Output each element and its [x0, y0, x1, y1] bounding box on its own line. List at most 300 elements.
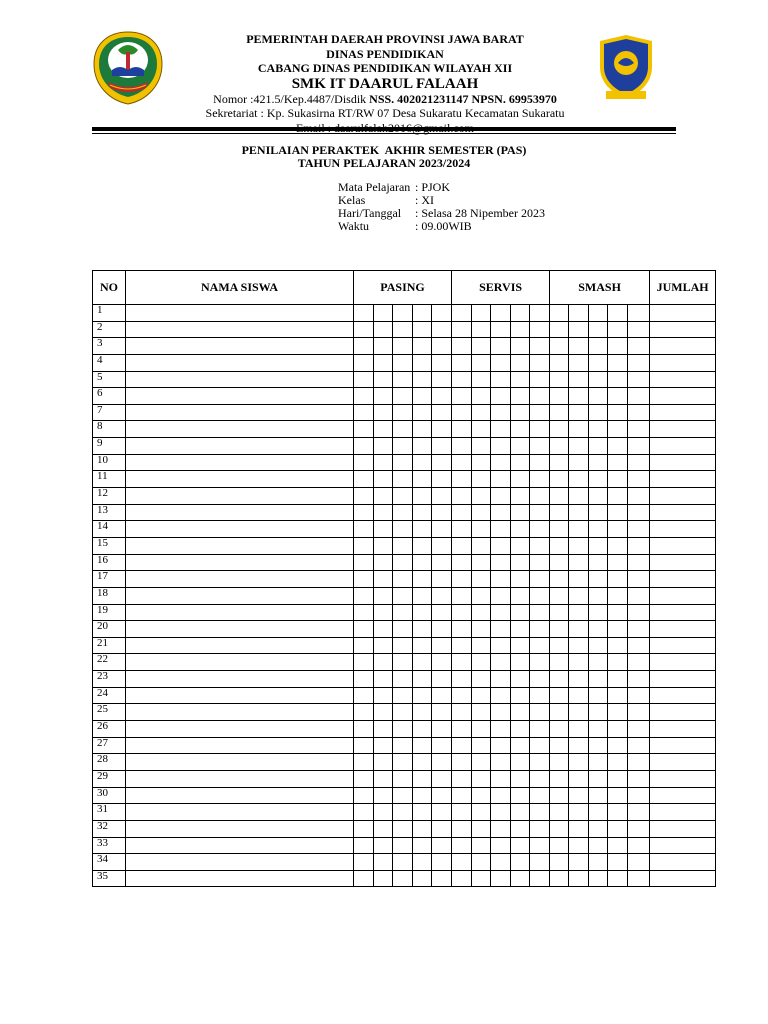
- pasing-score-cell[interactable]: [374, 754, 393, 771]
- pasing-score-cell[interactable]: [432, 504, 452, 521]
- servis-score-cell[interactable]: [472, 571, 491, 588]
- pasing-score-cell[interactable]: [413, 321, 432, 338]
- student-name-cell[interactable]: [126, 438, 354, 455]
- smash-score-cell[interactable]: [569, 305, 589, 322]
- jumlah-cell[interactable]: [650, 621, 716, 638]
- pasing-score-cell[interactable]: [393, 754, 413, 771]
- pasing-score-cell[interactable]: [413, 770, 432, 787]
- servis-score-cell[interactable]: [452, 621, 472, 638]
- smash-score-cell[interactable]: [608, 754, 628, 771]
- smash-score-cell[interactable]: [628, 721, 650, 738]
- servis-score-cell[interactable]: [511, 721, 530, 738]
- student-name-cell[interactable]: [126, 471, 354, 488]
- smash-score-cell[interactable]: [589, 671, 608, 688]
- pasing-score-cell[interactable]: [374, 537, 393, 554]
- smash-score-cell[interactable]: [628, 820, 650, 837]
- smash-score-cell[interactable]: [550, 820, 569, 837]
- student-name-cell[interactable]: [126, 504, 354, 521]
- servis-score-cell[interactable]: [472, 371, 491, 388]
- smash-score-cell[interactable]: [550, 554, 569, 571]
- jumlah-cell[interactable]: [650, 537, 716, 554]
- smash-score-cell[interactable]: [628, 637, 650, 654]
- servis-score-cell[interactable]: [491, 621, 511, 638]
- servis-score-cell[interactable]: [511, 321, 530, 338]
- smash-score-cell[interactable]: [589, 587, 608, 604]
- smash-score-cell[interactable]: [589, 571, 608, 588]
- pasing-score-cell[interactable]: [354, 621, 374, 638]
- pasing-score-cell[interactable]: [354, 854, 374, 871]
- servis-score-cell[interactable]: [491, 388, 511, 405]
- servis-score-cell[interactable]: [491, 804, 511, 821]
- pasing-score-cell[interactable]: [354, 554, 374, 571]
- servis-score-cell[interactable]: [530, 404, 550, 421]
- pasing-score-cell[interactable]: [432, 687, 452, 704]
- servis-score-cell[interactable]: [511, 438, 530, 455]
- pasing-score-cell[interactable]: [413, 537, 432, 554]
- smash-score-cell[interactable]: [589, 388, 608, 405]
- jumlah-cell[interactable]: [650, 571, 716, 588]
- smash-score-cell[interactable]: [608, 804, 628, 821]
- student-name-cell[interactable]: [126, 537, 354, 554]
- jumlah-cell[interactable]: [650, 671, 716, 688]
- pasing-score-cell[interactable]: [413, 504, 432, 521]
- smash-score-cell[interactable]: [608, 870, 628, 887]
- pasing-score-cell[interactable]: [374, 637, 393, 654]
- smash-score-cell[interactable]: [589, 321, 608, 338]
- servis-score-cell[interactable]: [452, 854, 472, 871]
- smash-score-cell[interactable]: [550, 804, 569, 821]
- jumlah-cell[interactable]: [650, 321, 716, 338]
- smash-score-cell[interactable]: [628, 854, 650, 871]
- servis-score-cell[interactable]: [530, 687, 550, 704]
- smash-score-cell[interactable]: [550, 571, 569, 588]
- pasing-score-cell[interactable]: [374, 837, 393, 854]
- pasing-score-cell[interactable]: [393, 338, 413, 355]
- servis-score-cell[interactable]: [530, 488, 550, 505]
- smash-score-cell[interactable]: [608, 587, 628, 604]
- jumlah-cell[interactable]: [650, 637, 716, 654]
- pasing-score-cell[interactable]: [393, 604, 413, 621]
- servis-score-cell[interactable]: [491, 421, 511, 438]
- smash-score-cell[interactable]: [569, 671, 589, 688]
- smash-score-cell[interactable]: [550, 388, 569, 405]
- smash-score-cell[interactable]: [589, 820, 608, 837]
- pasing-score-cell[interactable]: [413, 421, 432, 438]
- smash-score-cell[interactable]: [628, 754, 650, 771]
- servis-score-cell[interactable]: [530, 621, 550, 638]
- pasing-score-cell[interactable]: [354, 537, 374, 554]
- pasing-score-cell[interactable]: [413, 621, 432, 638]
- pasing-score-cell[interactable]: [354, 637, 374, 654]
- student-name-cell[interactable]: [126, 604, 354, 621]
- pasing-score-cell[interactable]: [432, 870, 452, 887]
- servis-score-cell[interactable]: [491, 454, 511, 471]
- servis-score-cell[interactable]: [452, 454, 472, 471]
- pasing-score-cell[interactable]: [393, 770, 413, 787]
- servis-score-cell[interactable]: [511, 521, 530, 538]
- pasing-score-cell[interactable]: [374, 854, 393, 871]
- pasing-score-cell[interactable]: [393, 654, 413, 671]
- smash-score-cell[interactable]: [628, 587, 650, 604]
- servis-score-cell[interactable]: [472, 504, 491, 521]
- servis-score-cell[interactable]: [491, 604, 511, 621]
- smash-score-cell[interactable]: [550, 737, 569, 754]
- servis-score-cell[interactable]: [530, 671, 550, 688]
- jumlah-cell[interactable]: [650, 787, 716, 804]
- pasing-score-cell[interactable]: [413, 371, 432, 388]
- smash-score-cell[interactable]: [589, 804, 608, 821]
- smash-score-cell[interactable]: [628, 504, 650, 521]
- pasing-score-cell[interactable]: [354, 388, 374, 405]
- servis-score-cell[interactable]: [530, 637, 550, 654]
- smash-score-cell[interactable]: [589, 305, 608, 322]
- pasing-score-cell[interactable]: [374, 305, 393, 322]
- smash-score-cell[interactable]: [550, 637, 569, 654]
- pasing-score-cell[interactable]: [413, 388, 432, 405]
- smash-score-cell[interactable]: [569, 587, 589, 604]
- jumlah-cell[interactable]: [650, 338, 716, 355]
- servis-score-cell[interactable]: [491, 571, 511, 588]
- smash-score-cell[interactable]: [550, 654, 569, 671]
- student-name-cell[interactable]: [126, 521, 354, 538]
- pasing-score-cell[interactable]: [432, 354, 452, 371]
- servis-score-cell[interactable]: [472, 321, 491, 338]
- servis-score-cell[interactable]: [472, 754, 491, 771]
- smash-score-cell[interactable]: [569, 621, 589, 638]
- smash-score-cell[interactable]: [608, 521, 628, 538]
- smash-score-cell[interactable]: [569, 537, 589, 554]
- servis-score-cell[interactable]: [530, 854, 550, 871]
- smash-score-cell[interactable]: [569, 438, 589, 455]
- pasing-score-cell[interactable]: [354, 471, 374, 488]
- pasing-score-cell[interactable]: [374, 321, 393, 338]
- smash-score-cell[interactable]: [589, 421, 608, 438]
- pasing-score-cell[interactable]: [413, 820, 432, 837]
- smash-score-cell[interactable]: [589, 604, 608, 621]
- jumlah-cell[interactable]: [650, 770, 716, 787]
- jumlah-cell[interactable]: [650, 837, 716, 854]
- pasing-score-cell[interactable]: [393, 471, 413, 488]
- smash-score-cell[interactable]: [550, 354, 569, 371]
- pasing-score-cell[interactable]: [393, 305, 413, 322]
- pasing-score-cell[interactable]: [413, 587, 432, 604]
- jumlah-cell[interactable]: [650, 438, 716, 455]
- smash-score-cell[interactable]: [628, 488, 650, 505]
- servis-score-cell[interactable]: [472, 338, 491, 355]
- smash-score-cell[interactable]: [589, 854, 608, 871]
- pasing-score-cell[interactable]: [432, 804, 452, 821]
- pasing-score-cell[interactable]: [393, 438, 413, 455]
- smash-score-cell[interactable]: [589, 354, 608, 371]
- pasing-score-cell[interactable]: [374, 521, 393, 538]
- student-name-cell[interactable]: [126, 787, 354, 804]
- servis-score-cell[interactable]: [511, 504, 530, 521]
- smash-score-cell[interactable]: [550, 587, 569, 604]
- pasing-score-cell[interactable]: [413, 554, 432, 571]
- pasing-score-cell[interactable]: [354, 521, 374, 538]
- smash-score-cell[interactable]: [589, 438, 608, 455]
- servis-score-cell[interactable]: [511, 571, 530, 588]
- pasing-score-cell[interactable]: [354, 571, 374, 588]
- servis-score-cell[interactable]: [491, 637, 511, 654]
- smash-score-cell[interactable]: [628, 621, 650, 638]
- student-name-cell[interactable]: [126, 721, 354, 738]
- pasing-score-cell[interactable]: [413, 438, 432, 455]
- servis-score-cell[interactable]: [511, 737, 530, 754]
- smash-score-cell[interactable]: [550, 305, 569, 322]
- smash-score-cell[interactable]: [628, 404, 650, 421]
- servis-score-cell[interactable]: [530, 787, 550, 804]
- servis-score-cell[interactable]: [452, 371, 472, 388]
- smash-score-cell[interactable]: [589, 737, 608, 754]
- pasing-score-cell[interactable]: [393, 737, 413, 754]
- jumlah-cell[interactable]: [650, 870, 716, 887]
- student-name-cell[interactable]: [126, 687, 354, 704]
- smash-score-cell[interactable]: [628, 870, 650, 887]
- servis-score-cell[interactable]: [511, 305, 530, 322]
- jumlah-cell[interactable]: [650, 554, 716, 571]
- servis-score-cell[interactable]: [452, 438, 472, 455]
- student-name-cell[interactable]: [126, 371, 354, 388]
- smash-score-cell[interactable]: [569, 637, 589, 654]
- smash-score-cell[interactable]: [550, 704, 569, 721]
- servis-score-cell[interactable]: [530, 870, 550, 887]
- smash-score-cell[interactable]: [589, 837, 608, 854]
- pasing-score-cell[interactable]: [432, 537, 452, 554]
- servis-score-cell[interactable]: [530, 338, 550, 355]
- student-name-cell[interactable]: [126, 770, 354, 787]
- student-name-cell[interactable]: [126, 837, 354, 854]
- student-name-cell[interactable]: [126, 454, 354, 471]
- servis-score-cell[interactable]: [472, 404, 491, 421]
- smash-score-cell[interactable]: [589, 521, 608, 538]
- pasing-score-cell[interactable]: [393, 704, 413, 721]
- servis-score-cell[interactable]: [511, 804, 530, 821]
- servis-score-cell[interactable]: [472, 820, 491, 837]
- servis-score-cell[interactable]: [491, 687, 511, 704]
- servis-score-cell[interactable]: [511, 787, 530, 804]
- smash-score-cell[interactable]: [628, 671, 650, 688]
- pasing-score-cell[interactable]: [413, 571, 432, 588]
- jumlah-cell[interactable]: [650, 654, 716, 671]
- servis-score-cell[interactable]: [452, 587, 472, 604]
- pasing-score-cell[interactable]: [354, 737, 374, 754]
- smash-score-cell[interactable]: [608, 354, 628, 371]
- smash-score-cell[interactable]: [589, 870, 608, 887]
- smash-score-cell[interactable]: [550, 537, 569, 554]
- smash-score-cell[interactable]: [550, 471, 569, 488]
- servis-score-cell[interactable]: [452, 637, 472, 654]
- pasing-score-cell[interactable]: [393, 587, 413, 604]
- pasing-score-cell[interactable]: [374, 587, 393, 604]
- servis-score-cell[interactable]: [472, 488, 491, 505]
- servis-score-cell[interactable]: [472, 354, 491, 371]
- pasing-score-cell[interactable]: [432, 721, 452, 738]
- smash-score-cell[interactable]: [569, 504, 589, 521]
- servis-score-cell[interactable]: [452, 421, 472, 438]
- servis-score-cell[interactable]: [530, 837, 550, 854]
- pasing-score-cell[interactable]: [432, 787, 452, 804]
- student-name-cell[interactable]: [126, 321, 354, 338]
- servis-score-cell[interactable]: [491, 305, 511, 322]
- pasing-score-cell[interactable]: [354, 371, 374, 388]
- pasing-score-cell[interactable]: [354, 338, 374, 355]
- pasing-score-cell[interactable]: [432, 737, 452, 754]
- servis-score-cell[interactable]: [472, 554, 491, 571]
- jumlah-cell[interactable]: [650, 371, 716, 388]
- jumlah-cell[interactable]: [650, 421, 716, 438]
- pasing-score-cell[interactable]: [413, 804, 432, 821]
- jumlah-cell[interactable]: [650, 521, 716, 538]
- student-name-cell[interactable]: [126, 354, 354, 371]
- servis-score-cell[interactable]: [530, 305, 550, 322]
- pasing-score-cell[interactable]: [393, 454, 413, 471]
- smash-score-cell[interactable]: [569, 488, 589, 505]
- pasing-score-cell[interactable]: [354, 654, 374, 671]
- servis-score-cell[interactable]: [511, 854, 530, 871]
- student-name-cell[interactable]: [126, 637, 354, 654]
- servis-score-cell[interactable]: [511, 754, 530, 771]
- servis-score-cell[interactable]: [472, 388, 491, 405]
- servis-score-cell[interactable]: [511, 870, 530, 887]
- smash-score-cell[interactable]: [569, 854, 589, 871]
- servis-score-cell[interactable]: [472, 671, 491, 688]
- student-name-cell[interactable]: [126, 421, 354, 438]
- pasing-score-cell[interactable]: [393, 621, 413, 638]
- servis-score-cell[interactable]: [511, 621, 530, 638]
- pasing-score-cell[interactable]: [393, 804, 413, 821]
- pasing-score-cell[interactable]: [374, 787, 393, 804]
- pasing-score-cell[interactable]: [432, 305, 452, 322]
- servis-score-cell[interactable]: [452, 404, 472, 421]
- student-name-cell[interactable]: [126, 737, 354, 754]
- servis-score-cell[interactable]: [491, 371, 511, 388]
- pasing-score-cell[interactable]: [393, 571, 413, 588]
- student-name-cell[interactable]: [126, 554, 354, 571]
- smash-score-cell[interactable]: [628, 521, 650, 538]
- smash-score-cell[interactable]: [589, 404, 608, 421]
- servis-score-cell[interactable]: [491, 471, 511, 488]
- servis-score-cell[interactable]: [491, 654, 511, 671]
- servis-score-cell[interactable]: [452, 870, 472, 887]
- pasing-score-cell[interactable]: [354, 704, 374, 721]
- pasing-score-cell[interactable]: [393, 354, 413, 371]
- pasing-score-cell[interactable]: [374, 820, 393, 837]
- pasing-score-cell[interactable]: [413, 721, 432, 738]
- pasing-score-cell[interactable]: [393, 321, 413, 338]
- jumlah-cell[interactable]: [650, 737, 716, 754]
- pasing-score-cell[interactable]: [374, 687, 393, 704]
- smash-score-cell[interactable]: [608, 721, 628, 738]
- student-name-cell[interactable]: [126, 704, 354, 721]
- smash-score-cell[interactable]: [608, 737, 628, 754]
- pasing-score-cell[interactable]: [374, 671, 393, 688]
- servis-score-cell[interactable]: [511, 421, 530, 438]
- pasing-score-cell[interactable]: [432, 704, 452, 721]
- servis-score-cell[interactable]: [511, 654, 530, 671]
- servis-score-cell[interactable]: [491, 754, 511, 771]
- pasing-score-cell[interactable]: [393, 554, 413, 571]
- servis-score-cell[interactable]: [472, 621, 491, 638]
- pasing-score-cell[interactable]: [413, 404, 432, 421]
- smash-score-cell[interactable]: [589, 721, 608, 738]
- smash-score-cell[interactable]: [550, 854, 569, 871]
- servis-score-cell[interactable]: [511, 537, 530, 554]
- smash-score-cell[interactable]: [628, 388, 650, 405]
- servis-score-cell[interactable]: [511, 404, 530, 421]
- servis-score-cell[interactable]: [452, 787, 472, 804]
- pasing-score-cell[interactable]: [374, 454, 393, 471]
- pasing-score-cell[interactable]: [374, 371, 393, 388]
- smash-score-cell[interactable]: [628, 554, 650, 571]
- jumlah-cell[interactable]: [650, 754, 716, 771]
- pasing-score-cell[interactable]: [413, 471, 432, 488]
- smash-score-cell[interactable]: [550, 438, 569, 455]
- jumlah-cell[interactable]: [650, 305, 716, 322]
- servis-score-cell[interactable]: [491, 521, 511, 538]
- student-name-cell[interactable]: [126, 854, 354, 871]
- smash-score-cell[interactable]: [550, 787, 569, 804]
- servis-score-cell[interactable]: [452, 737, 472, 754]
- servis-score-cell[interactable]: [452, 721, 472, 738]
- student-name-cell[interactable]: [126, 870, 354, 887]
- pasing-score-cell[interactable]: [432, 621, 452, 638]
- pasing-score-cell[interactable]: [413, 854, 432, 871]
- servis-score-cell[interactable]: [530, 537, 550, 554]
- pasing-score-cell[interactable]: [413, 704, 432, 721]
- smash-score-cell[interactable]: [550, 371, 569, 388]
- smash-score-cell[interactable]: [569, 654, 589, 671]
- smash-score-cell[interactable]: [550, 687, 569, 704]
- pasing-score-cell[interactable]: [413, 637, 432, 654]
- pasing-score-cell[interactable]: [354, 321, 374, 338]
- smash-score-cell[interactable]: [589, 654, 608, 671]
- smash-score-cell[interactable]: [550, 488, 569, 505]
- smash-score-cell[interactable]: [569, 687, 589, 704]
- servis-score-cell[interactable]: [530, 371, 550, 388]
- servis-score-cell[interactable]: [472, 687, 491, 704]
- servis-score-cell[interactable]: [491, 870, 511, 887]
- smash-score-cell[interactable]: [589, 637, 608, 654]
- servis-score-cell[interactable]: [452, 571, 472, 588]
- pasing-score-cell[interactable]: [374, 770, 393, 787]
- servis-score-cell[interactable]: [452, 521, 472, 538]
- servis-score-cell[interactable]: [472, 704, 491, 721]
- smash-score-cell[interactable]: [589, 488, 608, 505]
- servis-score-cell[interactable]: [452, 305, 472, 322]
- servis-score-cell[interactable]: [491, 354, 511, 371]
- pasing-score-cell[interactable]: [354, 354, 374, 371]
- pasing-score-cell[interactable]: [393, 521, 413, 538]
- servis-score-cell[interactable]: [491, 587, 511, 604]
- smash-score-cell[interactable]: [608, 554, 628, 571]
- pasing-score-cell[interactable]: [432, 454, 452, 471]
- servis-score-cell[interactable]: [452, 770, 472, 787]
- smash-score-cell[interactable]: [569, 704, 589, 721]
- pasing-score-cell[interactable]: [393, 854, 413, 871]
- smash-score-cell[interactable]: [628, 537, 650, 554]
- pasing-score-cell[interactable]: [432, 404, 452, 421]
- servis-score-cell[interactable]: [491, 404, 511, 421]
- pasing-score-cell[interactable]: [354, 587, 374, 604]
- pasing-score-cell[interactable]: [393, 870, 413, 887]
- pasing-score-cell[interactable]: [374, 388, 393, 405]
- pasing-score-cell[interactable]: [393, 404, 413, 421]
- smash-score-cell[interactable]: [608, 338, 628, 355]
- smash-score-cell[interactable]: [589, 471, 608, 488]
- pasing-score-cell[interactable]: [413, 488, 432, 505]
- pasing-score-cell[interactable]: [393, 537, 413, 554]
